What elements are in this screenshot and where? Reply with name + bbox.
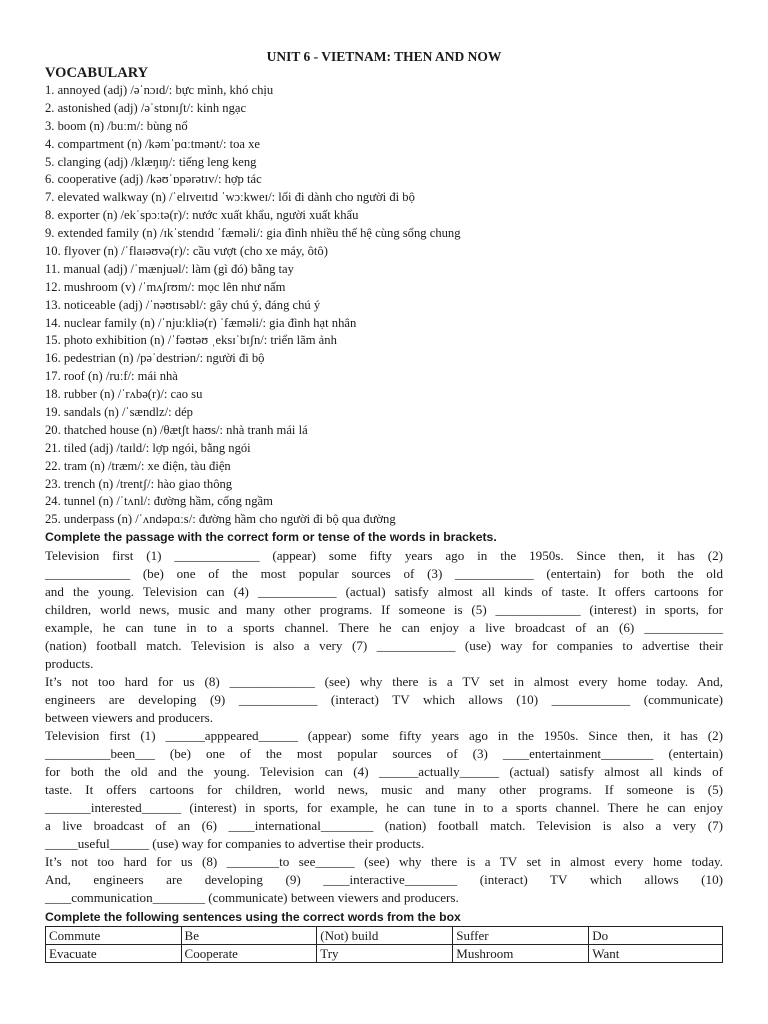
word-box-cell: Want	[589, 944, 723, 962]
vocabulary-item: 20. thatched house (n) /θætʃt haʊs/: nhà tranh mái lá	[45, 422, 308, 437]
passage-line: between viewers and producers.	[45, 709, 213, 725]
vocabulary-item: 21. tiled (adj) /taɪld/: lợp ngói, bằng ngói	[45, 440, 251, 455]
vocabulary-item: 17. roof (n) /ruːf/: mái nhà	[45, 369, 178, 384]
vocabulary-item: 9. extended family (n) /ɪkˈstendɪd ˈfæməli/: gia đình nhiều thế hệ cùng sống chung	[45, 226, 461, 241]
vocabulary-item: 15. photo exhibition (n) /ˈfəʊtəʊ ˌeksɪˈbɪʃn/: triển lãm ảnh	[45, 333, 337, 348]
page-title: UNIT 6 - VIETNAM: THEN AND NOW	[266, 49, 502, 64]
word-box-cell: Cooperate	[181, 944, 317, 962]
word-box-cell: Suffer	[453, 926, 589, 944]
vocabulary-item: 5. clanging (adj) /klæŋɪŋ/: tiếng leng keng	[45, 154, 257, 169]
vocabulary-item: 6. cooperative (adj) /kəʊˈɒpərətɪv/: hợp tác	[45, 172, 262, 187]
vocabulary-item: 13. noticeable (adj) /ˈnəʊtɪsəbl/: gây chú ý, đáng chú ý	[45, 297, 321, 312]
vocabulary-item: 7. elevated walkway (n) /ˈelɪveɪtɪd ˈwɔːkweɪ/: lối đi dành cho người đi bộ	[45, 190, 415, 205]
vocabulary-item: 16. pedestrian (n) /pəˈdestriən/: người đi bộ	[45, 351, 265, 366]
answer-line: _______interested______ (interest) in sports, for example, he can tune in to a sports channel. There he can enjoy	[45, 799, 723, 815]
passage-line: and the young. Television can (4) ____________ (actual) satisfy almost all kinds of taste. It offers cartoons for	[45, 583, 723, 599]
word-box-row	[46, 926, 723, 944]
answer-line: _____useful______ (use) way for companies to advertise their products.	[45, 835, 425, 851]
vocabulary-item: 12. mushroom (v) /ˈmʌʃrʊm/: mọc lên như nấm	[45, 279, 286, 294]
word-box-row	[46, 944, 723, 962]
passage-line: products.	[45, 655, 94, 671]
exercise2-instruction: Complete the following sentences using the correct words from the box	[45, 909, 461, 924]
word-box-cell: Be	[181, 926, 317, 944]
answer-line: Television first (1) ______apppeared______ (appear) some fifty years ago in the 1950s. Since then, it has (2)	[45, 727, 723, 743]
word-box-cell: Try	[317, 944, 453, 962]
vocabulary-item: 25. underpass (n) /ˈʌndəpɑːs/: đường hầm cho người đi bộ qua đường	[45, 512, 396, 527]
vocabulary-item: 1. annoyed (adj) /əˈnɔɪd/: bực mình, khó chịu	[45, 83, 274, 97]
passage-line: It’s not too hard for us (8) _____________ (see) why there is a TV set in almost every home today. And,	[45, 673, 723, 689]
vocabulary-item: 3. boom (n) /buːm/: bùng nổ	[45, 118, 188, 133]
passage-line: engineers are developing (9) ____________ (interact) TV which allows (10) ____________ (communicate)	[45, 691, 723, 707]
vocabulary-item: 19. sandals (n) /ˈsændlz/: dép	[45, 405, 193, 420]
answer-line: for both the old and the young. Television can (4) ______actually______ (actual) satisfy almost all kinds of	[45, 763, 723, 779]
answer-line: It’s not too hard for us (8) ________to see______ (see) why there is a TV set in almost every home today.	[45, 853, 723, 869]
answer-line: __________been___ (be) one of the most popular sources of (3) ____entertainment________ (entertain)	[45, 745, 723, 761]
vocabulary-heading: VOCABULARY	[45, 65, 149, 81]
vocabulary-item: 8. exporter (n) /ekˈspɔːtə(r)/: nước xuất khẩu, người xuất khẩu	[45, 208, 359, 223]
word-box-cell: Evacuate	[46, 944, 182, 962]
vocabulary-list	[45, 82, 723, 529]
passage-line: example, he can tune in to a sports channel. There he can enjoy a live broadcast of an (6) ____________	[45, 619, 723, 635]
word-box-cell: Commute	[46, 926, 182, 944]
worksheet-page	[45, 48, 723, 963]
word-box-cell: Mushroom	[453, 944, 589, 962]
answer-line: a live broadcast of an (6) ____international________ (nation) football match. Television is also a very (7)	[45, 817, 723, 833]
word-box-cell: Do	[589, 926, 723, 944]
vocabulary-item: 24. tunnel (n) /ˈtʌnl/: đường hầm, cống ngầm	[45, 494, 273, 509]
passage-line: Television first (1) _____________ (appear) some fifty years ago in the 1950s. Since then, it has (2)	[45, 547, 723, 563]
word-box-cell: (Not) build	[317, 926, 453, 944]
vocabulary-item: 22. tram (n) /træm/: xe điện, tàu điện	[45, 458, 231, 473]
vocabulary-item: 14. nuclear family (n) /ˈnjuːkliə(r) ˈfæməli/: gia đình hạt nhân	[45, 315, 357, 330]
answer-line: And, engineers are developing (9) ____interactive________ (interact) TV which allows (10)	[45, 871, 723, 887]
answer-line: ____communication________ (communicate) between viewers and producers.	[45, 889, 459, 905]
word-box-table	[45, 926, 723, 963]
exercise1-passage	[45, 547, 723, 727]
vocabulary-item: 11. manual (adj) /ˈmænjuəl/: làm (gì đó) bằng tay	[45, 261, 294, 276]
passage-line: children, world news, music and many other programs. If someone is (5) _____________ (interest) in sports, for	[45, 601, 723, 617]
answer-line: taste. It offers cartoons for children, world news, music and many other programs. If someone is (5)	[45, 781, 723, 797]
vocabulary-item: 10. flyover (n) /ˈflaɪəʊvə(r)/: cầu vượt (cho xe máy, ôtô)	[45, 244, 328, 259]
vocabulary-item: 4. compartment (n) /kəmˈpɑːtmənt/: toa xe	[45, 136, 261, 151]
vocabulary-item: 2. astonished (adj) /əˈstɒnɪʃt/: kinh ngạc	[45, 100, 247, 115]
exercise1-answer-key	[45, 727, 723, 907]
vocabulary-item: 18. rubber (n) /ˈrʌbə(r)/: cao su	[45, 387, 203, 402]
exercise1-instruction: Complete the passage with the correct form or tense of the words in brackets.	[45, 530, 497, 545]
passage-line: (nation) football match. Television is also a very (7) ____________ (use) way for companies to advertise their	[45, 637, 723, 653]
passage-line: _____________ (be) one of the most popular sources of (3) ____________ (entertain) for both the old	[45, 565, 723, 581]
vocabulary-item: 23. trench (n) /trentʃ/: hào giao thông	[45, 476, 233, 491]
